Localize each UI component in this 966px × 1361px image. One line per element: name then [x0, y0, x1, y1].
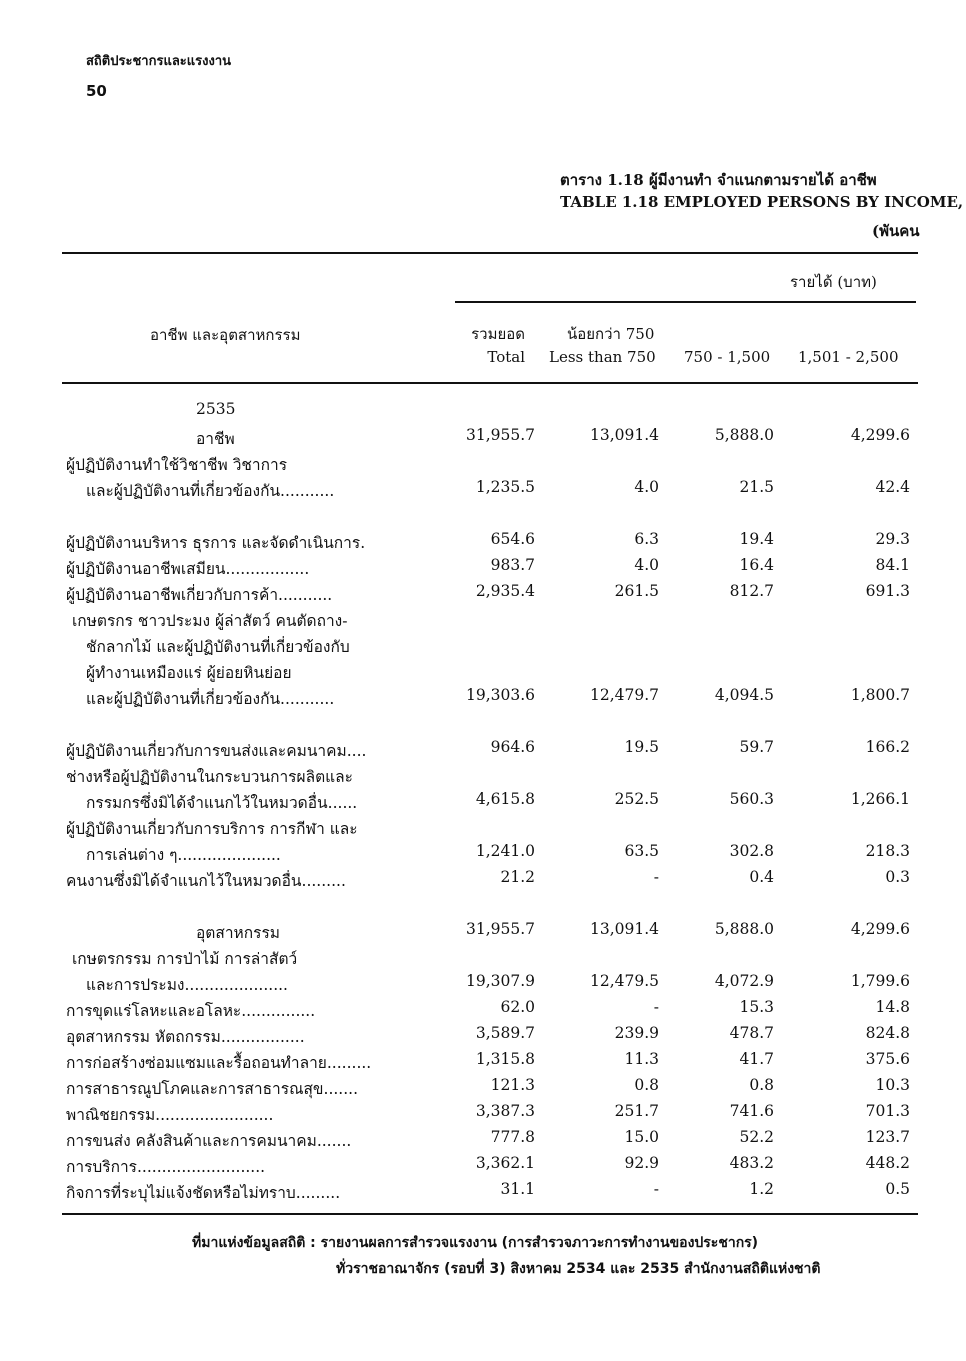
table-title-english: TABLE 1.18 EMPLOYED PERSONS BY INCOME, — [560, 193, 964, 211]
source-note-line2: ทั่วราชอาณาจักร (รอบที่ 3) สิงหาคม 2534 และ 2535 สำนักงานสถิติแห่งชาติ — [336, 1261, 821, 1277]
table-title-thai: ตาราง 1.18 ผู้มีงานทำ จำแนกตามรายได้ อาชีพ — [560, 171, 877, 189]
page-number: 50 — [86, 82, 107, 100]
table-row: การก่อสร้างซ่อมแซมและรื้อถอนทำลาย......... 1,315.8 11.3 41.7 375.6 — [66, 1050, 910, 1072]
table-bottom-rule — [62, 1213, 918, 1215]
table-row: ผู้ปฏิบัติงานอาชีพเกี่ยวกับการค้า........... 2,935.4 261.5 812.7 691.3 — [66, 582, 910, 604]
col-total-thai: รวมยอด — [471, 325, 525, 343]
table-row: และผู้ปฏิบัติงานที่เกี่ยวข้องกัน........... 19,303.6 12,479.7 4,094.5 1,800.7 — [86, 686, 910, 708]
table-row: อุตสาหกรรม 31,955.7 13,091.4 5,888.0 4,299.6 — [196, 920, 910, 942]
col-less-than-750-thai: น้อยกว่า 750 — [567, 325, 655, 343]
table-row: ผู้ปฏิบัติงานเกี่ยวกับการขนส่งและคมนาคม.... 964.6 19.5 59.7 166.2 — [66, 738, 910, 760]
income-group-heading: รายได้ (บาท) — [790, 273, 877, 291]
table-row: อุตสาหกรรม หัตถกรรม................. 3,589.7 239.9 478.7 824.8 — [66, 1024, 910, 1046]
col-total-english: Total — [487, 348, 525, 366]
income-group-rule — [455, 301, 916, 303]
table-row: พาณิชยกรรม........................ 3,387.3 251.7 741.6 701.3 — [66, 1102, 910, 1124]
source-note-line1: ที่มาแห่งข้อมูลสถิติ : รายงานผลการสำรวจแรงงาน (การสำรวจภาวะการทำงานของประชากร) — [192, 1235, 759, 1251]
table-row: ผู้ปฏิบัติงานทำใช้วิชาชีพ วิชาการ — [66, 456, 288, 474]
table-row: การบริการ.......................... 3,362.1 92.9 483.2 448.2 — [66, 1154, 910, 1176]
table-row: การขนส่ง คลังสินค้าและการคมนาคม....... 777.8 15.0 52.2 123.7 — [66, 1128, 910, 1150]
table-row: ผู้ปฏิบัติงานบริหาร ธุรการ และจัดดำเนินการ. 654.6 6.3 19.4 29.3 — [66, 530, 910, 552]
table-row: การขุดแร่โลหะและอโลหะ............... 62.0 - 15.3 14.8 — [66, 998, 910, 1020]
running-header: สถิติประชากรและแรงงาน — [86, 54, 232, 69]
table-row: และผู้ปฏิบัติงานที่เกี่ยวข้องกัน........... 1,235.5 4.0 21.5 42.4 — [86, 478, 910, 500]
table-row: เกษตรกร ชาวประมง ผู้ล่าสัตว์ คนตัดถาง- — [72, 612, 348, 630]
table-row: ช่างหรือผู้ปฏิบัติงานในกระบวนการผลิตและ — [66, 768, 353, 786]
table-row: กรรมกรซึ่งมิได้จำแนกไว้ในหมวดอื่น...... 4,615.8 252.5 560.3 1,266.1 — [86, 790, 910, 812]
table-row: ชักลากไม้ และผู้ปฏิบัติงานที่เกี่ยวข้องกับ — [86, 638, 350, 656]
table-row: อาชีพ 31,955.7 13,091.4 5,888.0 4,299.6 — [196, 426, 910, 448]
table-row: 2535 — [196, 400, 236, 418]
table-row: ผู้ทำงานเหมืองแร่ ผู้ย่อยหินย่อย — [86, 664, 292, 682]
table-row: การสาธารณูปโภคและการสาธารณสุข....... 121.3 0.8 0.8 10.3 — [66, 1076, 910, 1098]
col-750-1500: 750 - 1,500 — [684, 348, 771, 366]
table-row: การเล่นต่าง ๆ..................... 1,241.0 63.5 302.8 218.3 — [86, 842, 910, 864]
table-row: ผู้ปฏิบัติงานอาชีพเสมียน................. 983.7 4.0 16.4 84.1 — [66, 556, 910, 578]
col-1501-2500: 1,501 - 2,500 — [798, 348, 899, 366]
table-row: ผู้ปฏิบัติงานเกี่ยวกับการบริการ การกีฬา และ — [66, 820, 358, 838]
table-unit: (พันคน — [872, 222, 920, 240]
table-row: เกษตรกรรม การป่าไม้ การล่าสัตว์ — [72, 950, 298, 968]
table-row: และการประมง..................... 19,307.9 12,479.5 4,072.9 1,799.6 — [86, 972, 910, 994]
header-bottom-rule — [62, 382, 918, 384]
table-row: คนงานซึ่งมิได้จำแนกไว้ในหมวดอื่น......... 21.2 - 0.4 0.3 — [66, 868, 910, 890]
table-row: กิจการที่ระบุไม่แจ้งชัดหรือไม่ทราบ......... 31.1 - 1.2 0.5 — [66, 1180, 910, 1202]
table-top-rule — [62, 252, 918, 254]
col-less-than-750-english: Less than 750 — [549, 348, 656, 366]
stub-heading: อาชีพ และอุตสาหกรรม — [150, 326, 301, 344]
